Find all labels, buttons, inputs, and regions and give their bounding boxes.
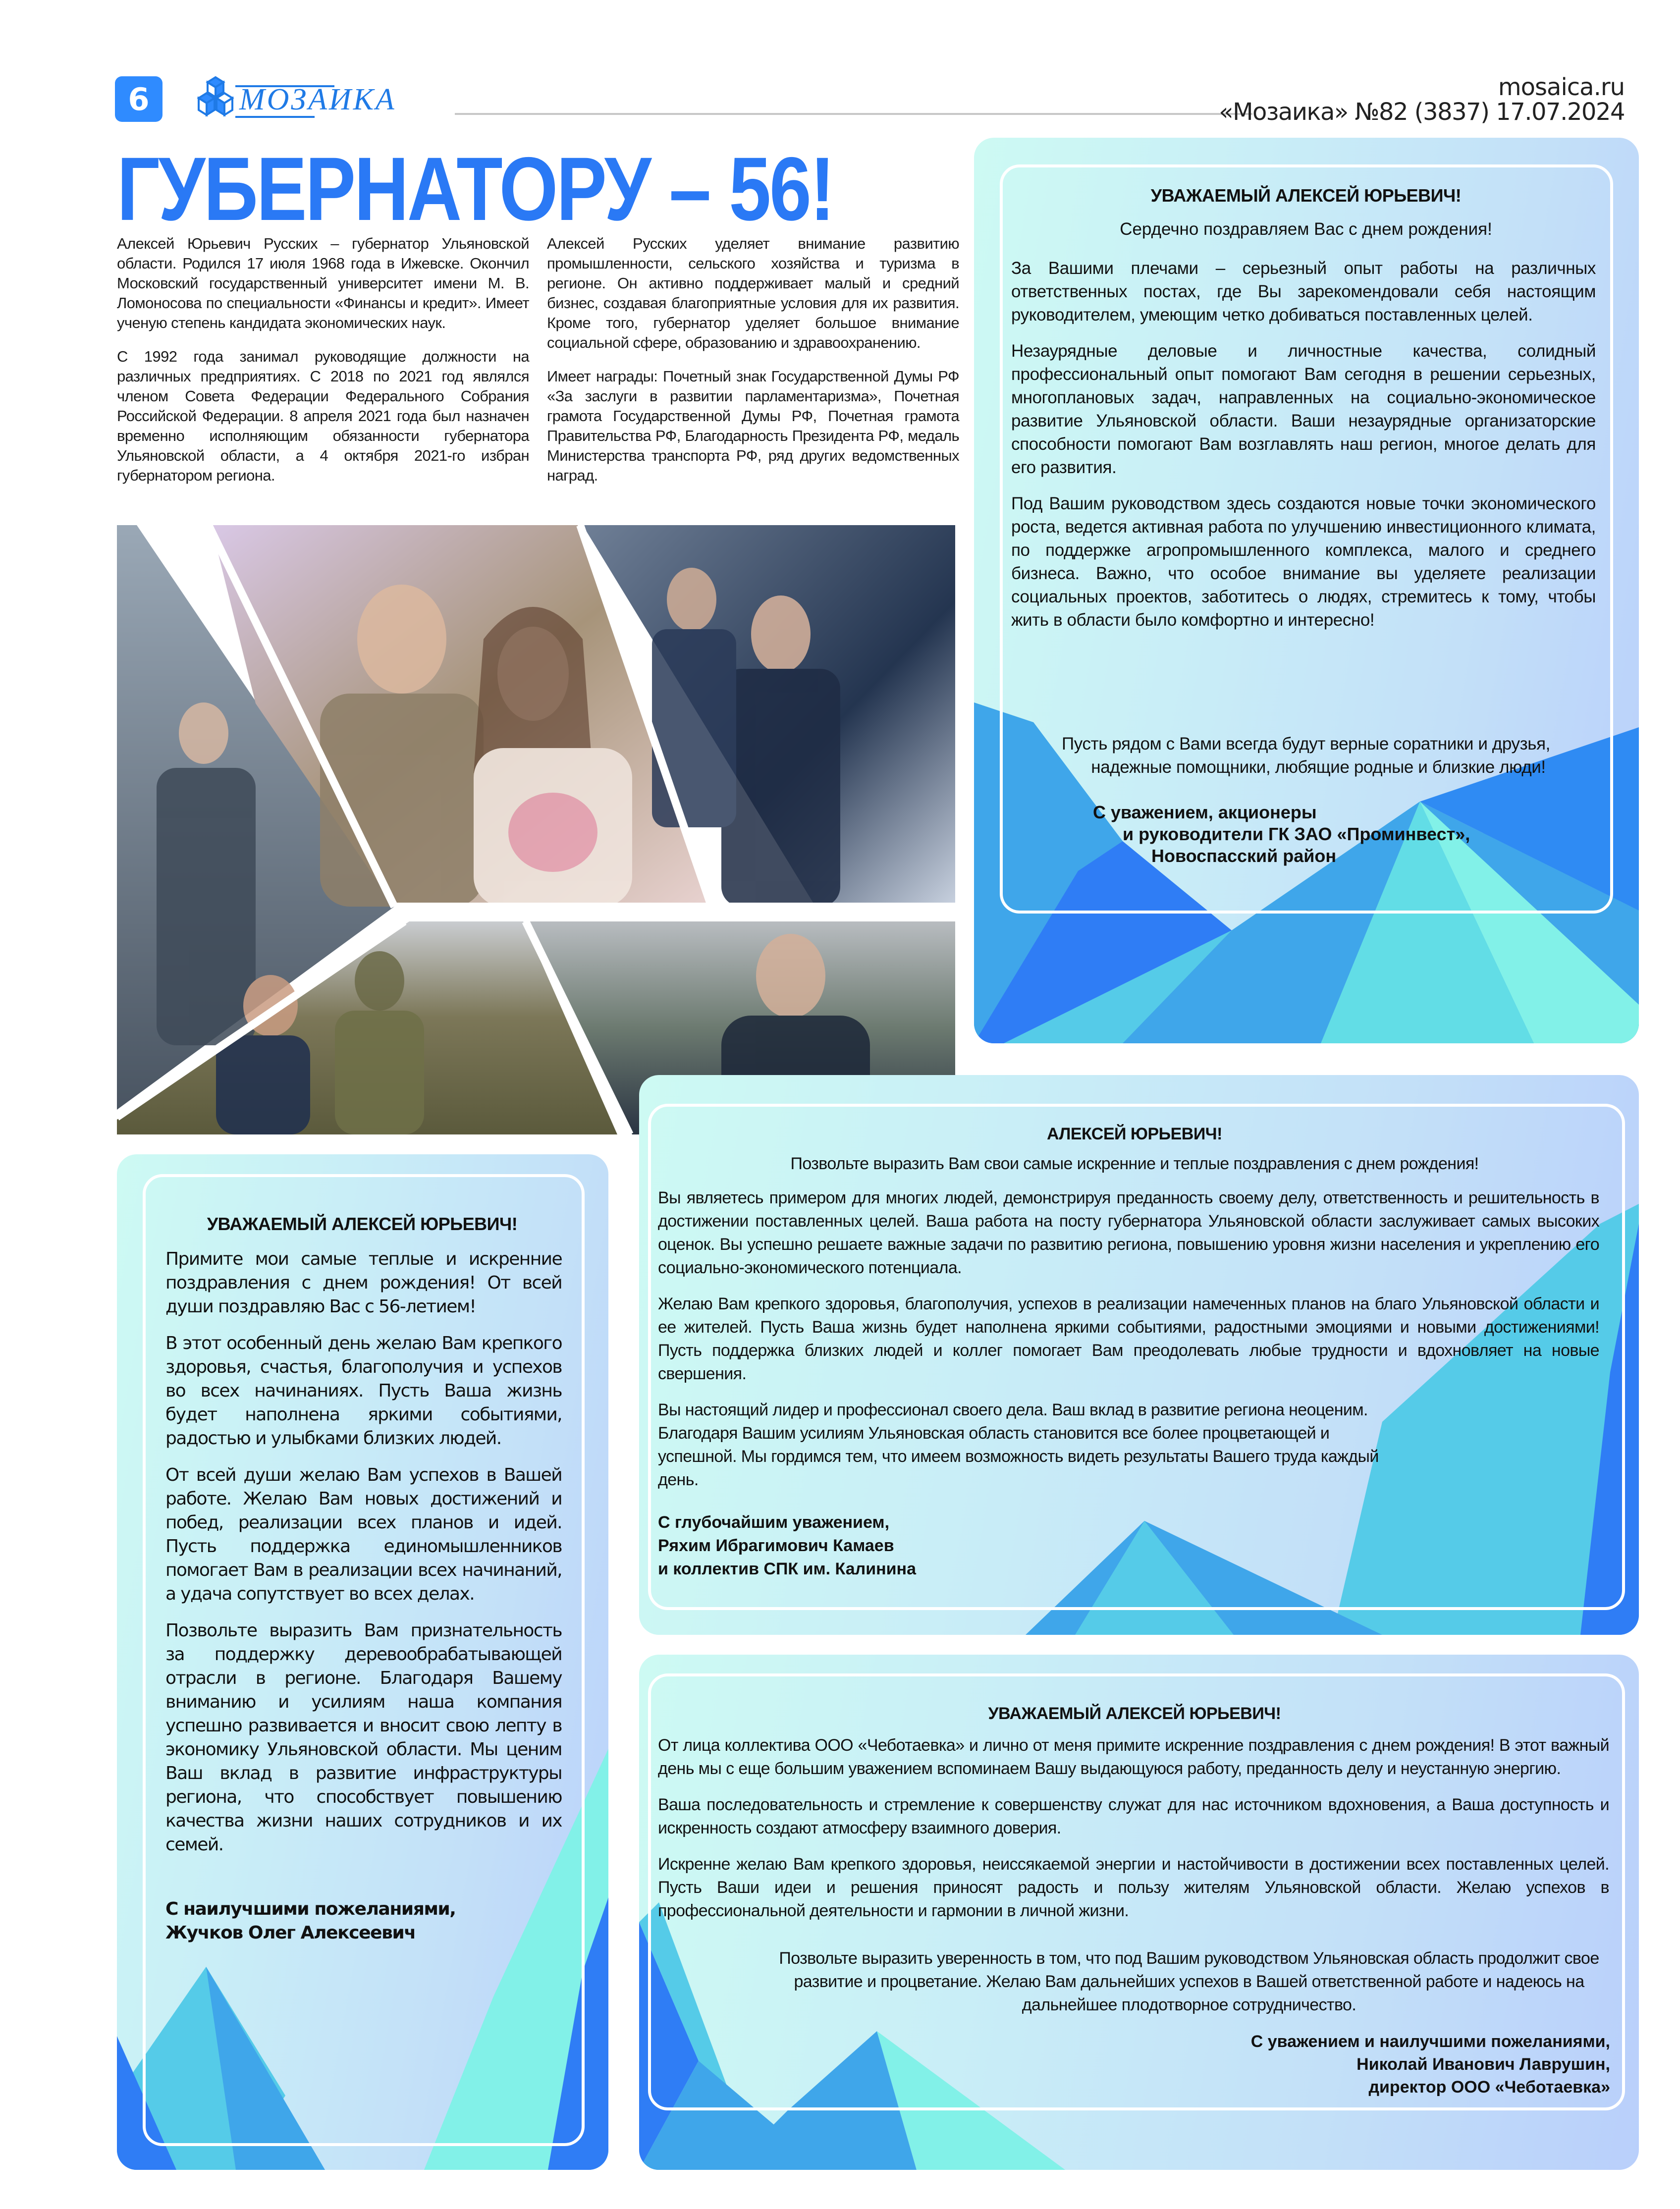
signature-line: директор ООО «Чеботаевка» bbox=[1368, 2078, 1610, 2097]
signature-line: Николай Иванович Лаврушин, bbox=[1356, 2055, 1610, 2074]
greeting-card-prominvest bbox=[974, 138, 1639, 1043]
signature-line: и руководители ГК ЗАО «Проминвест», bbox=[1123, 824, 1470, 844]
cubes-logo-icon bbox=[196, 75, 235, 120]
closing-line: Пусть рядом с Вами всегда будут верные соратники и друзья, bbox=[1062, 734, 1550, 754]
card-paragraph: Ваша последовательность и стремление к совершенству служат для нас источником вдохновения, а Ваша доступность и искренность создают атмосферу взаимного доверия. bbox=[658, 1795, 1609, 1837]
signature-line: С наилучшими пожеланиями, bbox=[165, 1899, 456, 1919]
bio-column-2 bbox=[547, 234, 959, 499]
card-paragraph: Желаю Вам крепкого здоровья, благополучия, успехов в реализации намеченных планов на благо Ульяновской области и ее жителей. Пусть Ваша жизнь будет наполнена яркими событиями, радостными эмоциями и новыми достижениями! Пусть поддержка близких людей и коллег помогает Вам преодолевать любые трудности и вдохновляет на новые свершения. bbox=[658, 1294, 1599, 1383]
greeting-card-zhuchkov bbox=[117, 1154, 608, 2170]
card-body bbox=[658, 1734, 1609, 1936]
card-signature bbox=[1093, 802, 1588, 867]
card-paragraph: Примите мои самые теплые и искренние поздравления с днем рождения! От всей души поздравляю Вас с 56-летием! bbox=[165, 1249, 562, 1317]
header-rule bbox=[455, 113, 1252, 115]
card-paragraph: От всей души желаю Вам успехов в Вашей работе. Желаю Вам новых достижений и побед, реализации всех планов и идей. Пусть поддержка единомышленников помогает Вам в реализации всех начинаний, а удача сопутствует во всех делах. bbox=[165, 1465, 562, 1604]
card-paragraph: За Вашими плечами – серьезный опыт работы на различных ответственных постах, где Вы зарекомендовали себя настоящим руководителем, умеющим четко добиваться поставленных целей. bbox=[1011, 259, 1596, 324]
card-paragraph: Под Вашим руководством здесь создаются новые точки экономического роста, ведется активная работа по улучшению инвестиционного климата, по поддержке агропромышленного комплекса, малого и среднего бизнеса. Важно, что особое внимание вы уделяете реализации социальных проектов, заботитесь о людях, стремитесь к тому, чтобы жить в области было комфортно и интересно! bbox=[1011, 494, 1596, 630]
photo-collage bbox=[117, 525, 955, 1134]
bio-paragraph: С 1992 года занимал руководящие должности на различных предприятиях. С 2018 по 2021 год являлся членом Совета Федерации Федерального Собрания Российской Федерации. 8 апреля 2021 года был назначен временно исполняющим обязанности губернатора Ульяновской области, а 4 октября 2021-го избран губернатором региона. bbox=[117, 348, 529, 484]
card-title: УВАЖАЕМЫЙ АЛЕКСЕЙ ЮРЬЕВИЧ! bbox=[988, 1704, 1281, 1723]
card-paragraph: Искренне желаю Вам крепкого здоровья, неиссякаемой энергии и настойчивости в достижении всех поставленных целей. Пусть Ваши идеи и решения приносят радость и пользу жителям Ульяновской области. Желаю успехов в профессиональной деятельности и гармонии в личной жизни. bbox=[658, 1855, 1609, 1920]
signature-line: и коллектив СПК им. Калинина bbox=[658, 1560, 917, 1578]
card-paragraph: Вы настоящий лидер и профессионал своего дела. Ваш вклад в развитие региона неоценим. Благодаря Вашим усилиям Ульяновская область становится все более процветающей и успешной. Мы гордимся тем, что имеем возможность видеть результаты Вашего труда каждый день. bbox=[658, 1401, 1379, 1489]
closing-line: надежные помощники, любящие родные и близкие люди! bbox=[1091, 757, 1546, 777]
card-lead: Сердечно поздравляем Вас с днем рождения! bbox=[1120, 219, 1492, 239]
signature-line: Жучков Олег Алексеевич bbox=[165, 1923, 416, 1943]
card-closing: Позвольте выразить уверенность в том, что под Вашим руководством Ульяновская область продолжит свое развитие и процветание. Желаю Вам дальнейших успехов в Вашей ответственной работе и надеюсь на дальнейшее плодотворное сотрудничество. bbox=[779, 1949, 1599, 2014]
card-paragraph: Вы являетесь примером для многих людей, демонстрируя преданность своему делу, ответственность и решительность в достижении поставленных целей. Ваша работа на посту губернатора Ульяновской области заслуживает самых высоких оценок. Вы успешно решаете важные задачи по развитию региона, повышению уровня жизни населения и укреплению его социально-экономического потенциала. bbox=[658, 1188, 1599, 1277]
signature-line: С уважением и наилучшими пожеланиями, bbox=[1250, 2032, 1610, 2051]
signature-line: С уважением, акционеры bbox=[1093, 802, 1317, 822]
card-title: АЛЕКСЕЙ ЮРЬЕВИЧ! bbox=[1047, 1125, 1222, 1143]
greeting-card-kamaev bbox=[639, 1075, 1639, 1635]
greeting-card-chebotaevka bbox=[639, 1655, 1639, 2170]
card-closing bbox=[1004, 732, 1608, 779]
newspaper-logo bbox=[196, 75, 396, 120]
card-body bbox=[165, 1247, 562, 1870]
signature-line: Новоспасский район bbox=[1151, 846, 1337, 866]
bio-paragraph: Алексей Юрьевич Русских – губернатор Ульяновской области. Родился 17 июля 1968 года в Ижевске. Окончил Московский государственный университет имени М. В. Ломоносова по специальности «Финансы и кредит». Имеет ученую степень кандидата экономических наук. bbox=[117, 235, 529, 331]
card-signature bbox=[1085, 2030, 1610, 2099]
card-title: УВАЖАЕМЫЙ АЛЕКСЕЙ ЮРЬЕВИЧ! bbox=[207, 1214, 518, 1234]
card-paragraph: В этот особенный день желаю Вам крепкого здоровья, счастья, благополучия и успехов во всех начинаниях. Пусть Ваша жизнь будет наполнена яркими событиями, радостью и улыбками близких людей. bbox=[165, 1333, 562, 1449]
card-paragraph: Позвольте выразить Вам признательность за поддержку деревообрабатывающей отрасли в регионе. Благодаря Вашему вниманию и усилиям наша компания успешно развивается и вносит свою лепту в экономику Ульяновской области. Мы ценим Ваш вклад в развитие инфраструктуры региона, что способствует повышению качества жизни наших сотрудников и их семей. bbox=[165, 1620, 562, 1855]
page-title: ГУБЕРНАТОРУ – 56! bbox=[117, 138, 834, 239]
bio-paragraph: Имеет награды: Почетный знак Государственной Думы РФ «За заслуги в развитии парламентаризма», Почетная грамота Государственной Думы РФ, Почетная грамота Правительства РФ, Благодарность Президента РФ, медаль Министерства транспорта РФ, ряд других ведомственных наград. bbox=[547, 368, 959, 484]
card-body bbox=[1011, 257, 1596, 645]
card-title: УВАЖАЕМЫЙ АЛЕКСЕЙ ЮРЬЕВИЧ! bbox=[1150, 185, 1462, 206]
card-paragraph: Незаурядные деловые и личностные качества, солидный профессиональный опыт помогают Вам сегодня в решении серьезных, многоплановых задач, направленных на социально-экономическое развитие Ульяновской области. Ваши незаурядные организаторские способности помогают Вам возглавлять наш регион, многое делать для его развития. bbox=[1011, 341, 1596, 477]
card-signature bbox=[658, 1511, 1104, 1581]
issue-info: «Мозаика» №82 (3837) 17.07.2024 bbox=[1219, 98, 1625, 126]
logo-wordmark: МОЗАИКА bbox=[239, 83, 396, 116]
page-number-badge: 6 bbox=[115, 76, 163, 122]
card-body bbox=[658, 1186, 1599, 1505]
bio-paragraph: Алексей Русских уделяет внимание развитию промышленности, сельского хозяйства и туризма в регионе. Он активно поддерживает малый и средний бизнес, создавая благоприятные условия для их развития. Кроме того, губернатор уделяет большое внимание социальной сфере, образованию и здравоохранению. bbox=[547, 235, 959, 351]
bio-column-1 bbox=[117, 234, 529, 499]
site-url[interactable]: mosaica.ru bbox=[1498, 73, 1625, 101]
card-paragraph: От лица коллектива ООО «Чеботаевка» и лично от меня примите искренние поздравления с днем рождения! В этот важный день мы с еще большим уважением вспоминаем Вашу выдающуюся работу, преданность делу и неустанную энергию. bbox=[658, 1736, 1609, 1778]
card-signature bbox=[165, 1897, 562, 1945]
signature-line: С глубочайшим уважением, bbox=[658, 1513, 890, 1532]
signature-line: Ряхим Ибрагимович Камаев bbox=[658, 1536, 894, 1555]
card-lead: Позвольте выразить Вам свои самые искренние и теплые поздравления с днем рождения! bbox=[790, 1154, 1479, 1173]
